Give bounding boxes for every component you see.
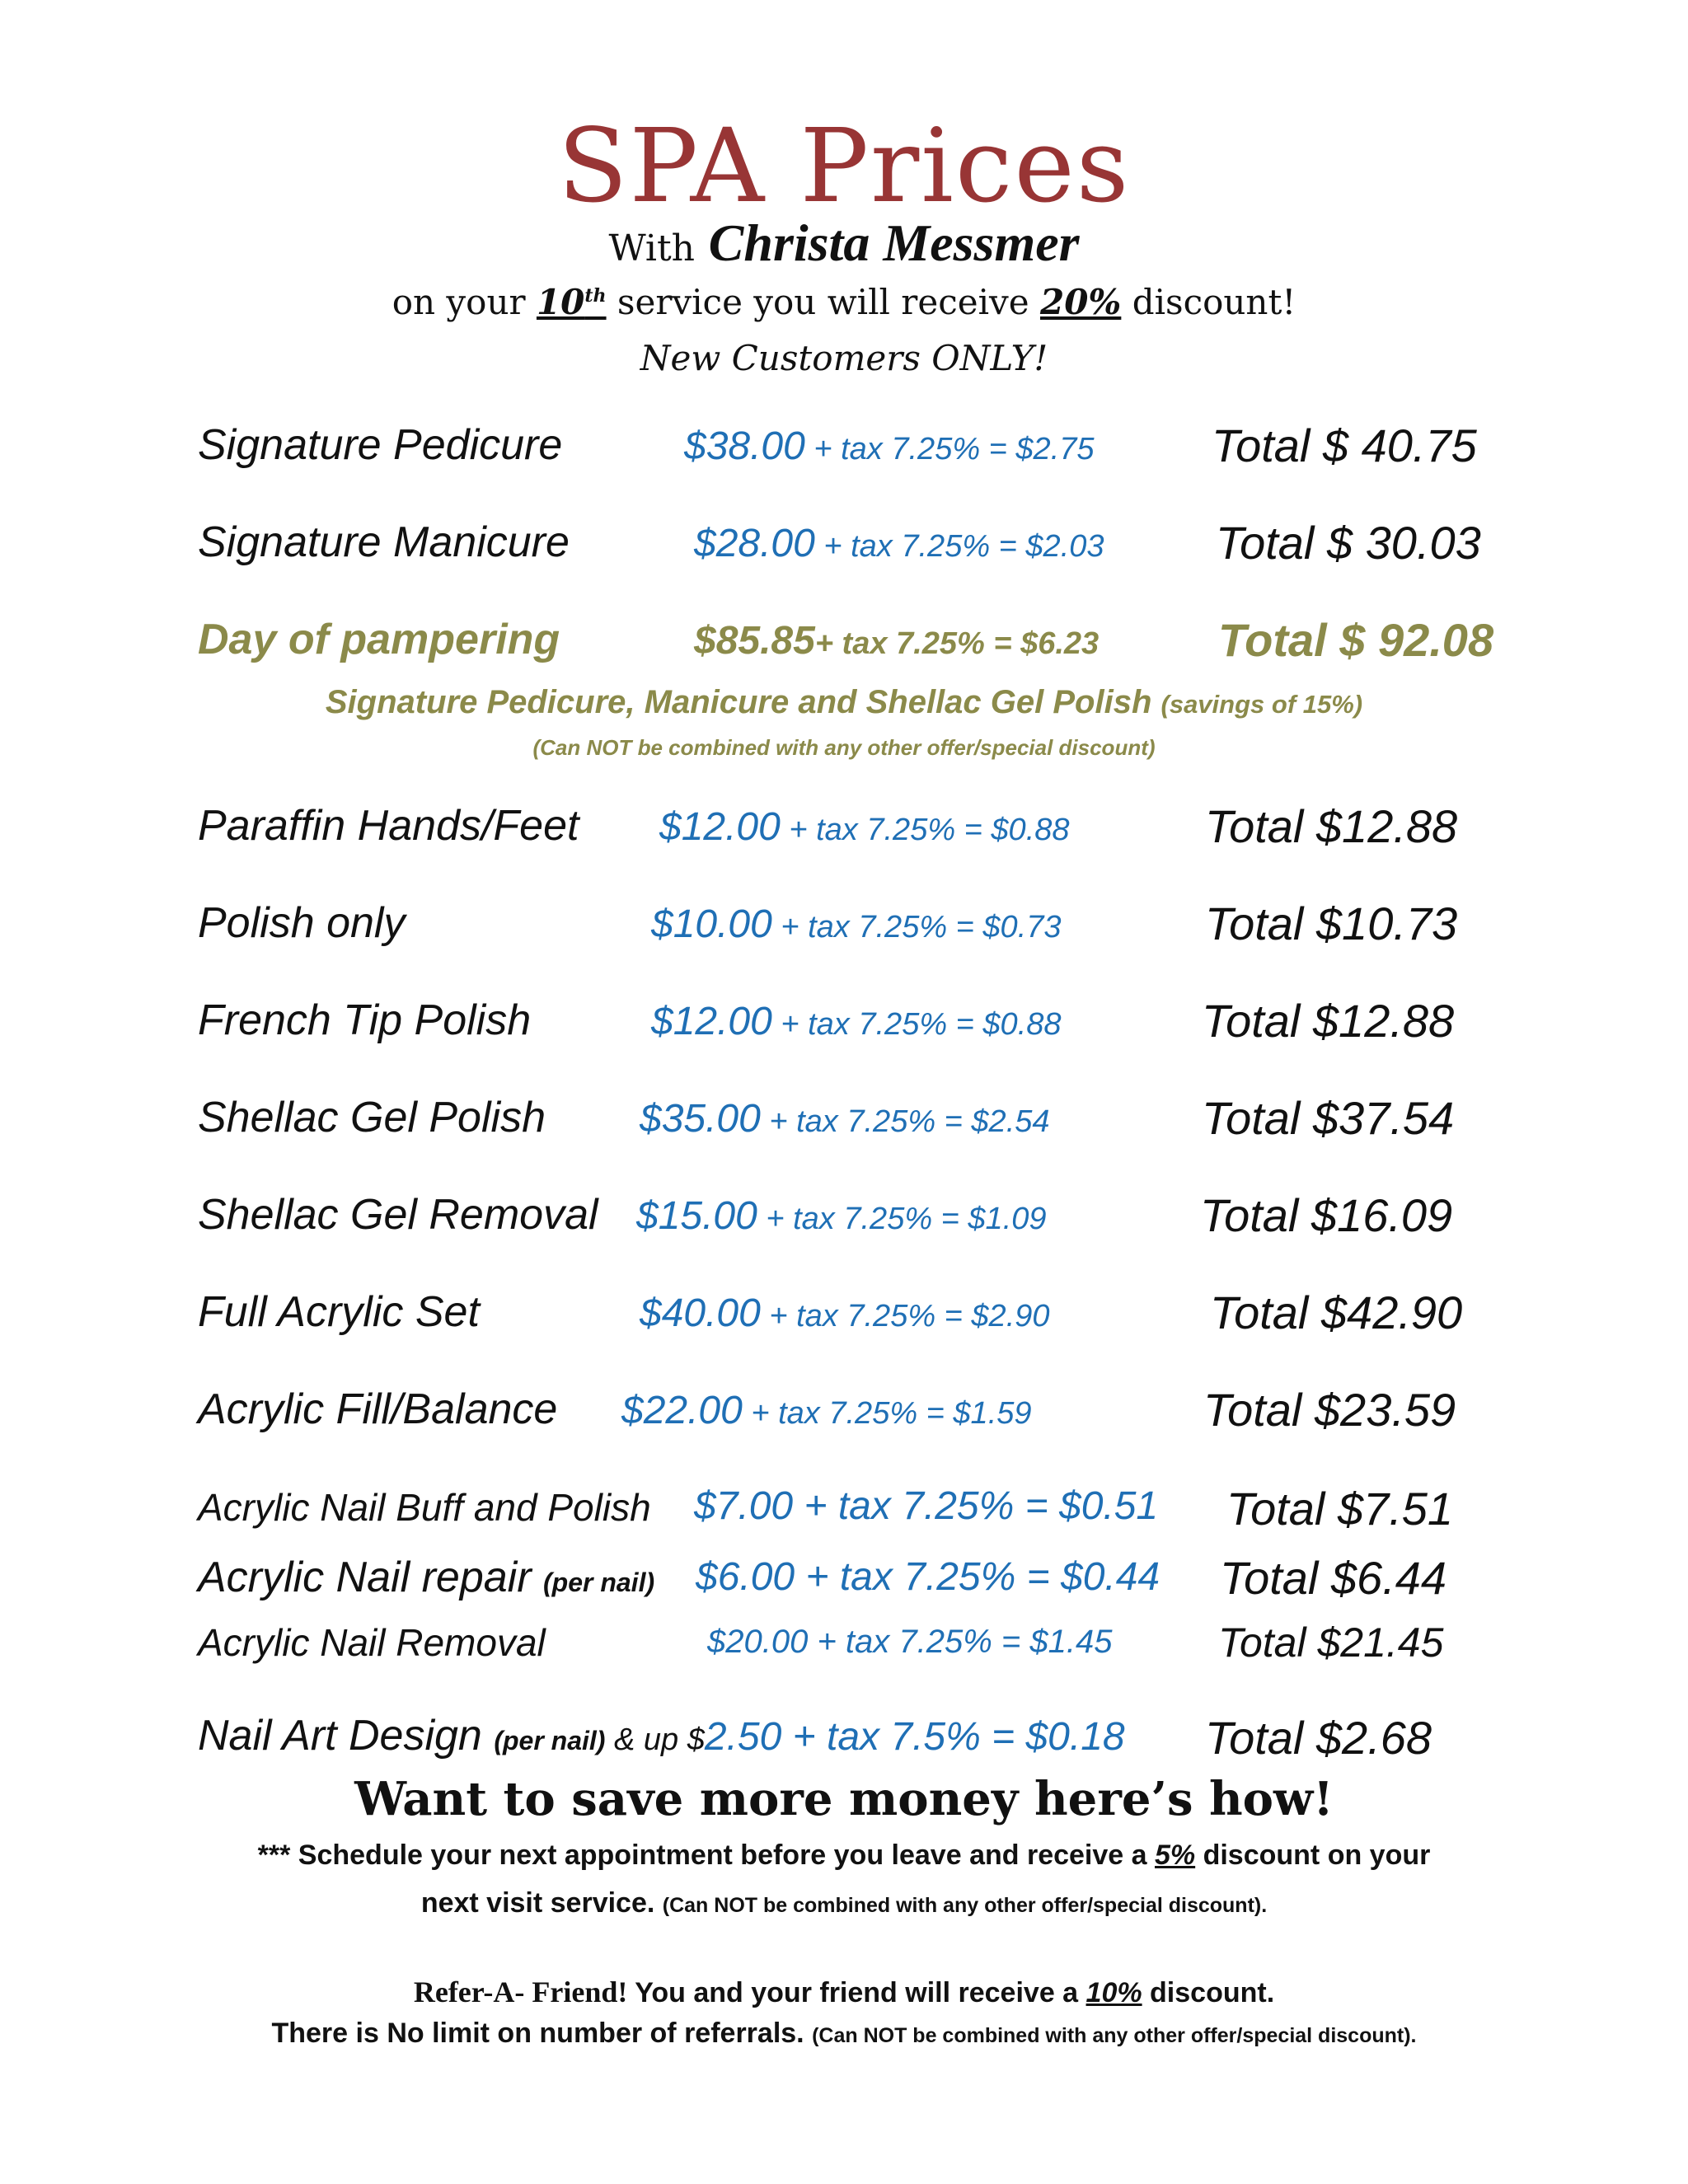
promo-nth: 10th xyxy=(536,282,607,322)
promo-percent: 20% xyxy=(1039,282,1122,322)
service-price: $15.00 + tax 7.25% = $1.09 xyxy=(636,1194,1047,1238)
new-customers-note: New Customers ONLY! xyxy=(640,338,1048,378)
promo-line xyxy=(0,282,1688,322)
service-total: Total $23.59 xyxy=(1203,1384,1456,1436)
promo-text: service you will receive xyxy=(606,282,1040,322)
pampering-restriction: (Can NOT be combined with any other offer/special discount) xyxy=(532,735,1156,760)
service-name: Signature Pedicure xyxy=(198,421,563,469)
service-name: Acrylic Nail repair (per nail) xyxy=(198,1554,655,1601)
provider-name: Christa Messmer xyxy=(708,213,1080,272)
schedule-offer: *** Schedule your next appointment before you leave and receive a 5% discount on your xyxy=(257,1840,1431,1871)
service-price: $40.00 + tax 7.25% = $2.90 xyxy=(640,1291,1050,1335)
service-price: $38.00 + tax 7.25% = $2.75 xyxy=(684,424,1095,468)
service-price: $20.00 + tax 7.25% = $1.45 xyxy=(707,1624,1113,1660)
service-total: Total $10.73 xyxy=(1205,898,1458,949)
service-name: Acrylic Fill/Balance xyxy=(198,1385,558,1433)
service-total: Total $37.54 xyxy=(1202,1092,1455,1144)
service-name: Full Acrylic Set xyxy=(198,1288,480,1336)
pampering-includes: Signature Pedicure, Manicure and Shellac Gel Polish (savings of 15%) xyxy=(325,684,1363,720)
service-name: Shellac Gel Polish xyxy=(198,1094,546,1141)
service-total: Total $2.68 xyxy=(1205,1712,1432,1764)
service-price: $22.00 + tax 7.25% = $1.59 xyxy=(621,1389,1032,1432)
service-name: Acrylic Nail Buff and Polish xyxy=(198,1486,651,1529)
save-heading: Want to save more money here’s how! xyxy=(354,1772,1334,1826)
schedule-offer-line2: next visit service. (Can NOT be combined with any other offer/special discount). xyxy=(420,1887,1268,1919)
service-total: Total $42.90 xyxy=(1210,1286,1463,1338)
service-total: Total $21.45 xyxy=(1218,1619,1444,1666)
service-name: Nail Art Design (per nail) & up $2.50 + tax 7.5% = $0.18 xyxy=(198,1712,1125,1760)
referral-limit: There is No limit on number of referrals. (Can NOT be combined with any other offer/special discount). xyxy=(271,2018,1417,2049)
service-name: Acrylic Nail Removal xyxy=(198,1621,546,1664)
service-total: Total $12.88 xyxy=(1202,995,1455,1047)
service-price: $10.00 + tax 7.25% = $0.73 xyxy=(651,902,1062,946)
refer-offer: Refer-A- Friend! You and your friend will receive a 10% discount. xyxy=(413,1975,1275,2008)
service-price: $35.00 + tax 7.25% = $2.54 xyxy=(640,1097,1050,1141)
service-total: Total $12.88 xyxy=(1205,800,1458,852)
service-price: $7.00 + tax 7.25% = $0.51 xyxy=(694,1484,1159,1528)
service-name: French Tip Polish xyxy=(198,996,532,1044)
promo-text: discount! xyxy=(1121,282,1296,322)
service-price: $6.00 + tax 7.25% = $0.44 xyxy=(696,1555,1160,1599)
subtitle xyxy=(0,213,1688,274)
service-name: Shellac Gel Removal xyxy=(198,1191,598,1239)
service-price: $12.00 + tax 7.25% = $0.88 xyxy=(651,1000,1062,1043)
service-total: Total $ 92.08 xyxy=(1218,614,1494,666)
service-name: Paraffin Hands/Feet xyxy=(198,802,579,850)
promo-text: on your xyxy=(392,282,537,322)
service-price: $28.00 + tax 7.25% = $2.03 xyxy=(694,522,1104,565)
with-label: With xyxy=(608,227,695,269)
service-total: Total $7.51 xyxy=(1226,1483,1454,1535)
service-total: Total $ 40.75 xyxy=(1212,419,1477,471)
page-title: SPA Prices xyxy=(557,107,1131,226)
service-name: Polish only xyxy=(198,899,406,947)
service-total: Total $ 30.03 xyxy=(1216,517,1481,569)
service-total: Total $6.44 xyxy=(1220,1552,1447,1604)
service-name: Signature Manicure xyxy=(198,518,570,566)
service-price: $12.00 + tax 7.25% = $0.88 xyxy=(659,805,1070,849)
service-price: $85.85+ tax 7.25% = $6.23 xyxy=(694,619,1100,663)
service-total: Total $16.09 xyxy=(1200,1189,1453,1241)
service-name: Day of pampering xyxy=(198,616,560,663)
